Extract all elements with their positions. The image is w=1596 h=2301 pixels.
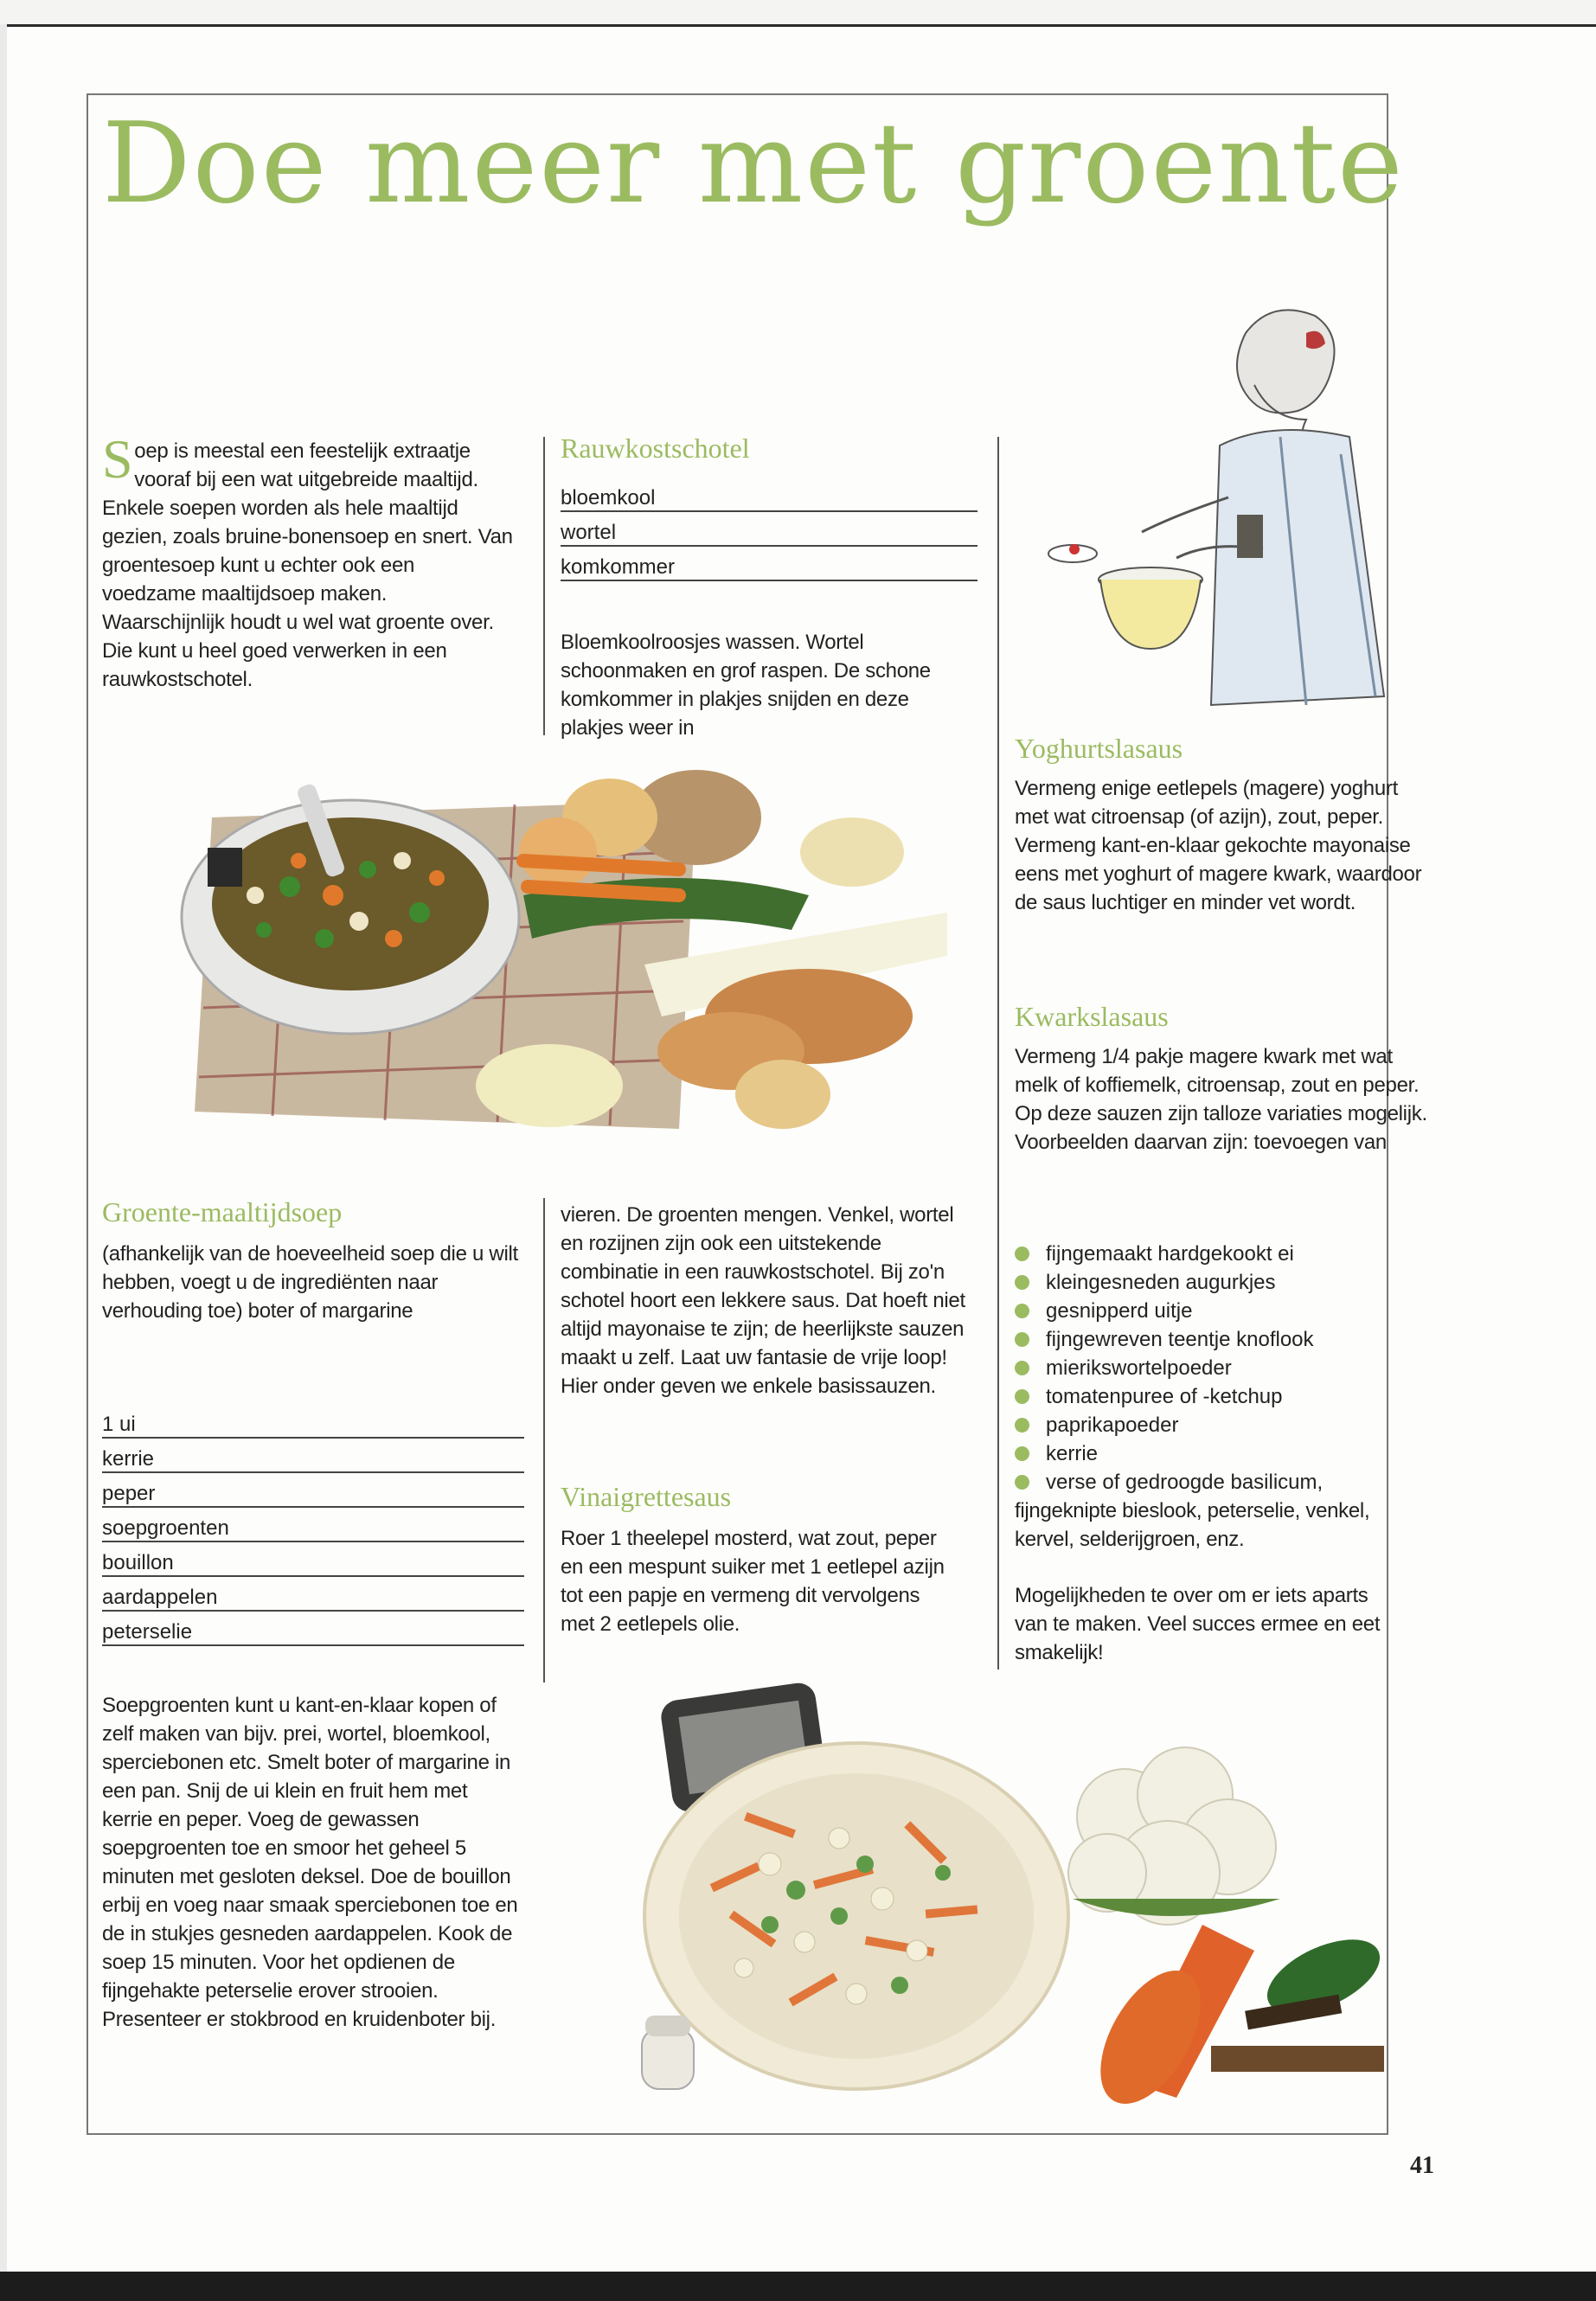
bullet-icon (1015, 1304, 1029, 1318)
salad-photo (640, 1665, 1388, 2132)
vinaigrette-text: Roer 1 theelepel mosterd, wat zout, peper en een mespunt suiker met 1 eetlepel azijn tot een papje en vermeng dit vervolgens met 2 eetlepels olie. (561, 1527, 945, 1636)
bullet-icon (1015, 1389, 1029, 1404)
bullet-icon (1015, 1418, 1029, 1433)
intro-paragraph (102, 428, 513, 694)
soup-photo (160, 766, 947, 1150)
kwark-bullets-tail: fijngeknipte bieslook, peterselie, venkel, kervel, selderijgroen, enz. (1015, 1499, 1370, 1551)
list-item: kleingesneden augurkjes (1015, 1268, 1395, 1297)
list-item: gesnipperd uitje (1015, 1297, 1395, 1325)
intro-dropcap: S (102, 428, 133, 490)
rauwkost-ingredient-list (561, 478, 977, 581)
list-item: bloemkool (561, 478, 977, 512)
column-divider-2 (543, 1198, 545, 1682)
list-item: peterselie (102, 1612, 524, 1646)
groente-ingredient-list (102, 1404, 524, 1646)
yoghurt-text: Vermeng enige eetlepels (magere) yoghurt met wat citroensap (of azijn), zout, peper. Vermeng kant-en-klaar gekochte mayonaise eens met yoghurt of magere kwark, waardoor de saus luchtiger en minder vet wordt. (1015, 777, 1422, 914)
bullet-icon (1015, 1446, 1029, 1461)
page-title: Doe meer met groente (102, 99, 1405, 228)
rauwkost-text-1: Bloemkoolroosjes wassen. Wortel schoonmaken en grof raspen. De schone komkommer in plakjes snijden en deze plakjes weer in (561, 631, 931, 740)
list-item: aardappelen (102, 1577, 524, 1612)
list-item: fijngemaakt hardgekookt ei (1015, 1240, 1395, 1268)
rauwkost-text-2: vieren. De groenten mengen. Venkel, wortel en rozijnen zijn ook een uitstekende combinatie in een rauwkostschotel. Bij zo'n schotel hoort een lekkere saus. Dat hoeft niet altijd mayonaise te zijn; de heerlijkste sauzen maakt u zelf. Laat uw fantasie de vrije loop! Hier onder geven we enkele basissauzen. (561, 1203, 965, 1398)
kwark-bullet-list (1015, 1240, 1395, 1497)
vinaigrette-heading: Vinaigrettesaus (561, 1481, 732, 1512)
cook-illustration (1029, 298, 1393, 731)
list-item: soepgroenten (102, 1508, 524, 1542)
list-item: fijngewreven teentje knoflook (1015, 1325, 1395, 1354)
intro-text: oep is meestal een feestelijk extraatje vooraf bij een wat uitgebreide maaltijd. Enkele soepen worden als hele maaltijd gezien, zoals bruine-bonensoep en snert. Van groentesoep kunt u echter ook een voedzame maaltijdsoep maken. Waarschijnlijk houdt u wel wat groente over. Die kunt u heel goed verwerken in een rauwkostschotel. (102, 439, 513, 691)
scan-left-edge (0, 24, 7, 2273)
rauwkost-heading: Rauwkostschotel (561, 433, 750, 464)
list-item: bouillon (102, 1542, 524, 1577)
list-item: komkommer (561, 547, 977, 581)
scan-top-edge (0, 0, 1596, 27)
list-item: verse of gedroogde basilicum, (1015, 1468, 1395, 1497)
column-divider-3 (997, 437, 999, 1670)
kwark-text: Vermeng 1/4 pakje magere kwark met wat melk of koffiemelk, citroensap, zout en peper. Op deze sauzen zijn talloze variaties mogelijk. Voorbeelden daarvan zijn: toevoegen van (1015, 1045, 1427, 1154)
list-item: mierikswortelpoeder (1015, 1354, 1395, 1382)
yoghurt-heading: Yoghurtslasaus (1015, 733, 1183, 764)
list-item: paprikapoeder (1015, 1411, 1395, 1439)
bullet-icon (1015, 1361, 1029, 1375)
bullet-icon (1015, 1275, 1029, 1290)
list-item: wortel (561, 512, 977, 547)
groente-text: Soepgroenten kunt u kant-en-klaar kopen of zelf maken van bijv. prei, wortel, bloemkool, sperciebonen etc. Smelt boter of margarine in een pan. Snij de ui klein en fruit hem met kerrie en peper. Voeg de gewassen soepgroenten toe en smoor het geheel 5 minuten met gesloten deksel. Doe de bouillon erbij en voeg naar smaak sperciebonen toe en de in stukjes gesneden aardappelen. Kook de soep 15 minuten. Voor het opdienen de fijngehakte peterselie erover strooien. Presenteer er stokbrood en kruidenboter bij. (102, 1694, 518, 2031)
list-item: tomatenpuree of -ketchup (1015, 1382, 1395, 1411)
list-item: kerrie (102, 1439, 524, 1473)
kwark-closing: Mogelijkheden te over om er iets aparts van te maken. Veel succes ermee en eet smakelijk! (1015, 1584, 1381, 1664)
groente-heading: Groente-maaltijdsoep (102, 1196, 343, 1227)
scan-bottom-edge (0, 2272, 1596, 2301)
bullet-icon (1015, 1247, 1029, 1261)
bullet-icon (1015, 1332, 1029, 1347)
bullet-icon (1015, 1475, 1029, 1490)
page-number: 41 (1410, 2152, 1434, 2179)
groente-intro: (afhankelijk van de hoeveelheid soep die u wilt hebben, voegt u de ingrediënten naar verhouding toe) boter of margarine (102, 1242, 518, 1323)
list-item: kerrie (1015, 1439, 1395, 1468)
list-item: 1 ui (102, 1404, 524, 1439)
column-divider-1 (543, 437, 545, 735)
kwark-heading: Kwarkslasaus (1015, 1001, 1169, 1032)
list-item: peper (102, 1473, 524, 1508)
